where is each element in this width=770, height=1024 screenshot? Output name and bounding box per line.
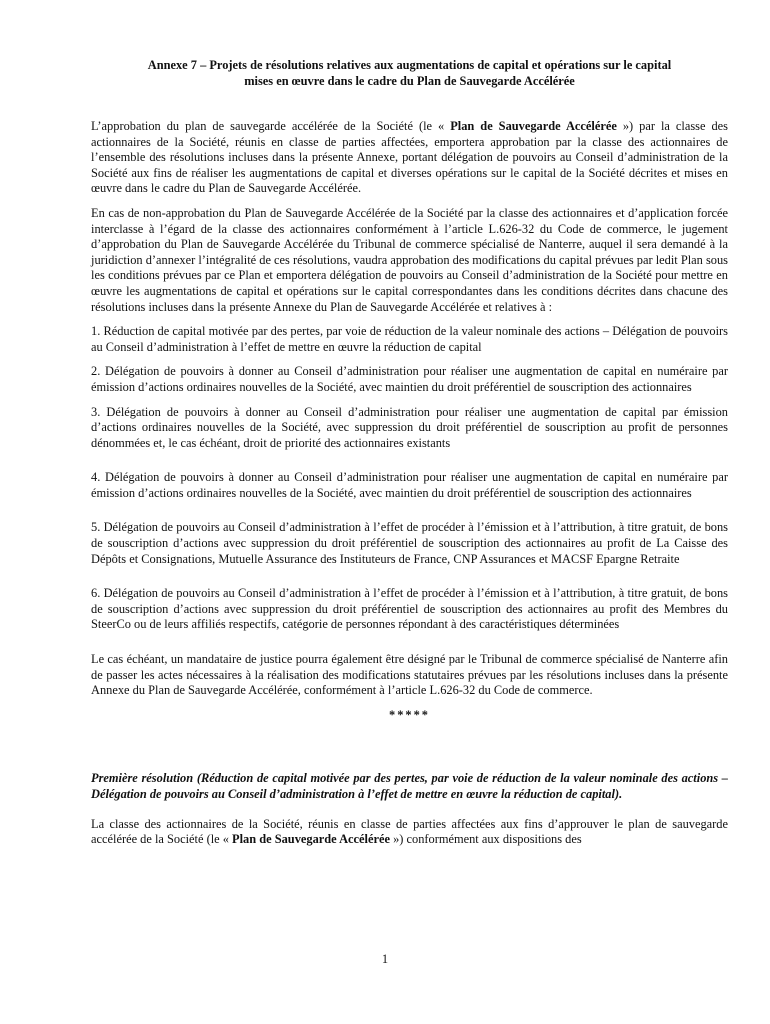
first-resolution-body [91, 817, 728, 848]
intro-paragraph [91, 119, 728, 197]
title-line-1: Annexe 7 – Projets de résolutions relatives aux augmentations de capital et opérations sur le capital [147, 58, 672, 72]
list-item: 4. Délégation de pouvoirs à donner au Conseil d’administration pour réaliser une augmentation de capital en numéraire par émission d’actions ordinaires nouvelles de la Société, avec maintien du droit préférentiel de souscription des actionnaires [91, 470, 728, 500]
list-item: 6. Délégation de pouvoirs au Conseil d’administration à l’effet de procéder à l’émission et à l’attribution, à titre gratuit, de bons de souscription d’actions avec suppression du droit préférentiel de souscription des actionnaires au profit des Membres du SteerCo ou de leurs affiliés respectifs, catégorie de personnes répondant à des caractéristiques déterminées [91, 586, 728, 632]
section-separator: ***** [389, 707, 430, 722]
resolution-text-after: ») conformément aux dispositions des [389, 832, 582, 847]
list-item: 1. Réduction de capital motivée par des pertes, par voie de réduction de la valeur nominale des actions – Délégation de pouvoirs au Conseil d’administration à l’effet de mettre en œuvre la réduction de capital [91, 324, 728, 354]
first-resolution-title: Première résolution (Réduction de capital motivée par des pertes, par voie de réduction de la valeur nominale des actions – Délégation de pouvoirs au Conseil d’administration à l’effet de mettre en œuvre la réduction de capital). [91, 771, 728, 801]
list-item: 2. Délégation de pouvoirs à donner au Conseil d’administration pour réaliser une augmentation de capital en numéraire par émission d’actions ordinaires nouvelles de la Société, avec maintien du droit préférentiel de souscription des actionnaires [91, 364, 728, 394]
intro-text-before: L’approbation du plan de sauvegarde accélérée de la Société (le « [91, 119, 451, 133]
page-number: 1 [381, 952, 389, 966]
document-title [91, 57, 728, 89]
intro-defined-term: Plan de Sauvegarde Accélérée [450, 119, 617, 133]
mandataire-paragraph: Le cas échéant, un mandataire de justice pourra également être désigné par le Tribunal de commerce spécialisé de Nanterre afin de passer les actes nécessaires à la réalisation des modifications statutaires prévues par les résolutions incluses dans la présente Annexe du Plan de Sauvegarde Accélérée, conformément à l’article L.626-32 du Code de commerce. [91, 652, 728, 698]
list-item: 3. Délégation de pouvoirs à donner au Conseil d’administration pour réaliser une augmentation de capital par émission d’actions ordinaires nouvelles de la Société, avec suppression du droit préférentiel de souscription au profit de personnes dénommées et, le cas échéant, droit de priorité des actionnaires existants [91, 404, 728, 450]
non-approval-paragraph: En cas de non-approbation du Plan de Sauvegarde Accélérée de la Société par la classe des actionnaires et d’application forcée interclasse à l’égard de la classe des actionnaires conformément à l’article L.626-32 du Code de commerce, le jugement d’approbation du Plan de Sauvegarde Accélérée du Tribunal de commerce spécialisé de Nanterre, auquel il sera demandé à la juridiction d’annexer l’intégralité de ces résolutions, vaudra approbation des modifications du capital prévues par ledit Plan sous les conditions prévues par ce Plan et emportera délégation de pouvoirs au Conseil d’administration de la Société pour mettre en œuvre les augmentations de capital et opérations sur le capital correspondantes dans les conditions décrites dans chacune des résolutions incluses dans la présente Annexe du Plan de Sauvegarde Accélérée et relatives à : [91, 205, 728, 314]
intro-text-after: ») par la classe des actionnaires de la Société, réunis en classe de parties affectées, emportera approbation par la classe des actionnaires de l’ensemble des résolutions incluses dans la présente Annexe, portant délégation de pouvoirs au Conseil d’administration de la Société aux fins de réaliser les augmentations de capital et diverses opérations sur le capital de la Société décrites et mises en œuvre dans le cadre du Plan de Sauvegarde Accélérée. [91, 119, 728, 196]
resolution-defined-term: Plan de Sauvegarde Accélérée [232, 832, 390, 847]
title-line-2: mises en œuvre dans le cadre du Plan de Sauvegarde Accélérée [244, 74, 575, 88]
resolution-text-before: La classe des actionnaires de la Société, réunis en classe de parties affectées aux fins d’approuver le plan de sauvegarde accélérée de la Société (le « [91, 816, 728, 847]
list-item: 5. Délégation de pouvoirs au Conseil d’administration à l’effet de procéder à l’émission et à l’attribution, à titre gratuit, de bons de souscription d’actions avec suppression du droit préférentiel de souscription des actionnaires au profit de La Caisse des Dépôts et Consignations, Mutuelle Assurance des Instituteurs de France, CNP Assurances et MACSF Epargne Retraite [91, 520, 728, 566]
